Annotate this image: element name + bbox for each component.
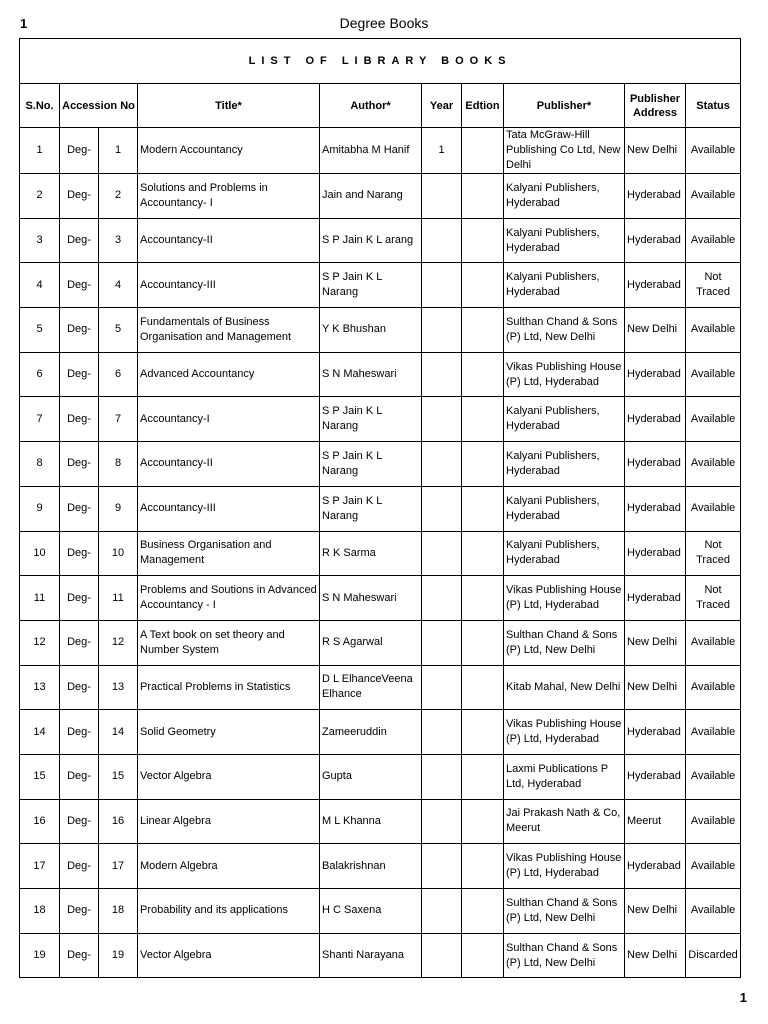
cell-publisher: Jai Prakash Nath & Co, Meerut — [504, 799, 625, 844]
cell-edition — [462, 889, 504, 934]
list-heading: LIST OF LIBRARY BOOKS — [20, 39, 741, 84]
table-row — [20, 531, 741, 576]
cell-status: Not Traced — [686, 576, 741, 621]
cell-sno: 4 — [20, 263, 60, 308]
cell-publisher-address: New Delhi — [625, 128, 686, 174]
cell-title: Problems and Soutions in Advanced Accountancy - I — [138, 576, 320, 621]
cell-edition — [462, 263, 504, 308]
cell-year — [422, 844, 462, 889]
cell-publisher: Kalyani Publishers, Hyderabad — [504, 486, 625, 531]
cell-accession-number: 13 — [99, 665, 138, 710]
cell-sno: 13 — [20, 665, 60, 710]
cell-author: H C Saxena — [320, 889, 422, 934]
cell-title: A Text book on set theory and Number System — [138, 620, 320, 665]
cell-author: M L Khanna — [320, 799, 422, 844]
cell-year — [422, 352, 462, 397]
col-header-title: Title* — [138, 84, 320, 128]
cell-year — [422, 308, 462, 353]
table-row — [20, 397, 741, 442]
cell-author: S P Jain K L Narang — [320, 397, 422, 442]
cell-publisher-address: New Delhi — [625, 665, 686, 710]
cell-accession-prefix: Deg- — [60, 531, 99, 576]
cell-accession-number: 10 — [99, 531, 138, 576]
page-number-bottom: 1 — [739, 990, 747, 1005]
cell-edition — [462, 218, 504, 263]
cell-publisher-address: Hyderabad — [625, 710, 686, 755]
cell-sno: 8 — [20, 442, 60, 487]
col-header-author: Author* — [320, 84, 422, 128]
cell-year — [422, 174, 462, 219]
cell-publisher: Kitab Mahal, New Delhi — [504, 665, 625, 710]
cell-year — [422, 263, 462, 308]
cell-accession-prefix: Deg- — [60, 620, 99, 665]
cell-publisher-address: Hyderabad — [625, 263, 686, 308]
cell-author: S N Maheswari — [320, 576, 422, 621]
cell-publisher-address: Hyderabad — [625, 352, 686, 397]
cell-status: Available — [686, 710, 741, 755]
cell-accession-prefix: Deg- — [60, 933, 99, 978]
cell-publisher: Tata McGraw-Hill Publishing Co Ltd, New Delhi — [504, 128, 625, 174]
cell-title: Modern Accountancy — [138, 128, 320, 174]
cell-publisher: Sulthan Chand & Sons (P) Ltd, New Delhi — [504, 889, 625, 934]
cell-publisher: Kalyani Publishers, Hyderabad — [504, 174, 625, 219]
cell-title: Solutions and Problems in Accountancy- I — [138, 174, 320, 219]
cell-publisher: Vikas Publishing House (P) Ltd, Hyderabad — [504, 844, 625, 889]
cell-status: Discarded — [686, 933, 741, 978]
cell-publisher: Laxmi Publications P Ltd, Hyderabad — [504, 754, 625, 799]
cell-accession-prefix: Deg- — [60, 218, 99, 263]
cell-accession-number: 9 — [99, 486, 138, 531]
cell-status: Available — [686, 754, 741, 799]
cell-accession-prefix: Deg- — [60, 754, 99, 799]
cell-accession-prefix: Deg- — [60, 576, 99, 621]
cell-publisher-address: Hyderabad — [625, 754, 686, 799]
cell-edition — [462, 352, 504, 397]
cell-edition — [462, 128, 504, 174]
cell-edition — [462, 710, 504, 755]
cell-status: Available — [686, 308, 741, 353]
table-header-row — [20, 84, 741, 128]
cell-edition — [462, 799, 504, 844]
cell-accession-prefix: Deg- — [60, 397, 99, 442]
cell-publisher: Kalyani Publishers, Hyderabad — [504, 218, 625, 263]
cell-accession-prefix: Deg- — [60, 844, 99, 889]
cell-edition — [462, 754, 504, 799]
cell-status: Available — [686, 442, 741, 487]
table-row — [20, 576, 741, 621]
cell-year — [422, 620, 462, 665]
cell-publisher: Kalyani Publishers, Hyderabad — [504, 263, 625, 308]
cell-accession-prefix: Deg- — [60, 352, 99, 397]
cell-author: S N Maheswari — [320, 352, 422, 397]
cell-publisher-address: New Delhi — [625, 933, 686, 978]
cell-year — [422, 754, 462, 799]
cell-edition — [462, 308, 504, 353]
cell-year — [422, 531, 462, 576]
table-row — [20, 128, 741, 174]
cell-author: S P Jain K L Narang — [320, 263, 422, 308]
cell-edition — [462, 933, 504, 978]
cell-accession-number: 12 — [99, 620, 138, 665]
cell-publisher-address: Meerut — [625, 799, 686, 844]
table-row — [20, 352, 741, 397]
cell-sno: 10 — [20, 531, 60, 576]
cell-title: Modern Algebra — [138, 844, 320, 889]
cell-title: Accountancy-III — [138, 486, 320, 531]
cell-year — [422, 933, 462, 978]
cell-sno: 7 — [20, 397, 60, 442]
cell-sno: 19 — [20, 933, 60, 978]
cell-publisher: Kalyani Publishers, Hyderabad — [504, 531, 625, 576]
cell-author: S P Jain K L Narang — [320, 486, 422, 531]
cell-status: Not Traced — [686, 531, 741, 576]
cell-year — [422, 486, 462, 531]
cell-publisher-address: Hyderabad — [625, 442, 686, 487]
table-row — [20, 308, 741, 353]
cell-sno: 14 — [20, 710, 60, 755]
cell-title: Vector Algebra — [138, 933, 320, 978]
cell-edition — [462, 665, 504, 710]
cell-status: Available — [686, 397, 741, 442]
cell-title: Accountancy-I — [138, 397, 320, 442]
cell-accession-prefix: Deg- — [60, 665, 99, 710]
cell-publisher: Vikas Publishing House (P) Ltd, Hyderabad — [504, 352, 625, 397]
cell-publisher: Sulthan Chand & Sons (P) Ltd, New Delhi — [504, 620, 625, 665]
cell-publisher-address: Hyderabad — [625, 576, 686, 621]
cell-title: Probability and its applications — [138, 889, 320, 934]
table-row — [20, 754, 741, 799]
cell-title: Vector Algebra — [138, 754, 320, 799]
cell-edition — [462, 397, 504, 442]
cell-sno: 17 — [20, 844, 60, 889]
cell-sno: 11 — [20, 576, 60, 621]
cell-status: Available — [686, 486, 741, 531]
col-header-edition: Edtion — [462, 84, 504, 128]
cell-accession-number: 2 — [99, 174, 138, 219]
cell-title: Accountancy-II — [138, 218, 320, 263]
cell-accession-number: 4 — [99, 263, 138, 308]
cell-year — [422, 218, 462, 263]
cell-status: Available — [686, 174, 741, 219]
cell-status: Available — [686, 128, 741, 174]
cell-edition — [462, 576, 504, 621]
cell-accession-number: 17 — [99, 844, 138, 889]
cell-sno: 18 — [20, 889, 60, 934]
cell-author: R K Sarma — [320, 531, 422, 576]
cell-author: Y K Bhushan — [320, 308, 422, 353]
table-row — [20, 486, 741, 531]
col-header-publisher-address: Publisher Address — [625, 84, 686, 128]
cell-publisher: Vikas Publishing House (P) Ltd, Hyderabad — [504, 576, 625, 621]
cell-accession-number: 7 — [99, 397, 138, 442]
cell-publisher: Sulthan Chand & Sons (P) Ltd, New Delhi — [504, 933, 625, 978]
table-row — [20, 665, 741, 710]
cell-accession-number: 3 — [99, 218, 138, 263]
cell-sno: 9 — [20, 486, 60, 531]
cell-title: Advanced Accountancy — [138, 352, 320, 397]
cell-sno: 3 — [20, 218, 60, 263]
cell-accession-number: 11 — [99, 576, 138, 621]
cell-status: Available — [686, 844, 741, 889]
table-row — [20, 889, 741, 934]
cell-accession-prefix: Deg- — [60, 486, 99, 531]
cell-accession-number: 6 — [99, 352, 138, 397]
table-row — [20, 174, 741, 219]
cell-status: Available — [686, 352, 741, 397]
cell-publisher-address: Hyderabad — [625, 218, 686, 263]
library-books-table — [19, 38, 741, 978]
cell-accession-number: 1 — [99, 128, 138, 174]
cell-accession-number: 16 — [99, 799, 138, 844]
cell-publisher-address: Hyderabad — [625, 397, 686, 442]
cell-accession-prefix: Deg- — [60, 710, 99, 755]
cell-title: Accountancy-III — [138, 263, 320, 308]
cell-edition — [462, 531, 504, 576]
cell-publisher-address: New Delhi — [625, 308, 686, 353]
cell-title: Accountancy-II — [138, 442, 320, 487]
cell-status: Available — [686, 218, 741, 263]
col-header-status: Status — [686, 84, 741, 128]
cell-edition — [462, 174, 504, 219]
cell-publisher: Vikas Publishing House (P) Ltd, Hyderabad — [504, 710, 625, 755]
cell-accession-number: 15 — [99, 754, 138, 799]
cell-author: S P Jain K L arang — [320, 218, 422, 263]
cell-accession-number: 18 — [99, 889, 138, 934]
cell-year — [422, 799, 462, 844]
table-row — [20, 218, 741, 263]
cell-publisher-address: Hyderabad — [625, 486, 686, 531]
cell-author: Jain and Narang — [320, 174, 422, 219]
cell-publisher: Sulthan Chand & Sons (P) Ltd, New Delhi — [504, 308, 625, 353]
cell-title: Business Organisation and Management — [138, 531, 320, 576]
table-body — [20, 128, 741, 978]
page-title: Degree Books — [339, 15, 429, 31]
cell-year — [422, 576, 462, 621]
cell-accession-prefix: Deg- — [60, 442, 99, 487]
cell-status: Available — [686, 799, 741, 844]
table-row — [20, 799, 741, 844]
cell-year — [422, 442, 462, 487]
cell-year — [422, 710, 462, 755]
col-header-accession: Accession No — [60, 84, 138, 128]
cell-author: Amitabha M Hanif — [320, 128, 422, 174]
cell-sno: 6 — [20, 352, 60, 397]
cell-status: Not Traced — [686, 263, 741, 308]
table-row — [20, 620, 741, 665]
cell-publisher-address: Hyderabad — [625, 531, 686, 576]
table-row — [20, 710, 741, 755]
cell-title: Linear Algebra — [138, 799, 320, 844]
col-header-year: Year — [422, 84, 462, 128]
col-header-publisher: Publisher* — [504, 84, 625, 128]
cell-edition — [462, 486, 504, 531]
cell-publisher: Kalyani Publishers, Hyderabad — [504, 397, 625, 442]
cell-edition — [462, 442, 504, 487]
cell-author: Zameeruddin — [320, 710, 422, 755]
cell-author: R S Agarwal — [320, 620, 422, 665]
cell-title: Practical Problems in Statistics — [138, 665, 320, 710]
cell-accession-number: 5 — [99, 308, 138, 353]
cell-author: S P Jain K L Narang — [320, 442, 422, 487]
table-row — [20, 844, 741, 889]
cell-status: Available — [686, 665, 741, 710]
table-row — [20, 442, 741, 487]
table-row — [20, 933, 741, 978]
cell-status: Available — [686, 889, 741, 934]
cell-author: D L ElhanceVeena Elhance — [320, 665, 422, 710]
cell-year — [422, 397, 462, 442]
col-header-sno: S.No. — [20, 84, 60, 128]
table-row — [20, 263, 741, 308]
cell-author: Shanti Narayana — [320, 933, 422, 978]
cell-accession-prefix: Deg- — [60, 128, 99, 174]
cell-author: Gupta — [320, 754, 422, 799]
cell-accession-number: 14 — [99, 710, 138, 755]
cell-accession-number: 19 — [99, 933, 138, 978]
cell-publisher: Kalyani Publishers, Hyderabad — [504, 442, 625, 487]
cell-sno: 1 — [20, 128, 60, 174]
cell-publisher-address: Hyderabad — [625, 174, 686, 219]
cell-edition — [462, 844, 504, 889]
cell-accession-prefix: Deg- — [60, 263, 99, 308]
cell-accession-prefix: Deg- — [60, 799, 99, 844]
cell-year — [422, 889, 462, 934]
cell-year: 1 — [422, 128, 462, 174]
cell-title: Solid Geometry — [138, 710, 320, 755]
cell-title: Fundamentals of Business Organisation and Management — [138, 308, 320, 353]
cell-status: Available — [686, 620, 741, 665]
cell-publisher-address: Hyderabad — [625, 844, 686, 889]
cell-sno: 5 — [20, 308, 60, 353]
cell-accession-prefix: Deg- — [60, 889, 99, 934]
cell-author: Balakrishnan — [320, 844, 422, 889]
cell-sno: 15 — [20, 754, 60, 799]
cell-accession-prefix: Deg- — [60, 174, 99, 219]
cell-accession-prefix: Deg- — [60, 308, 99, 353]
cell-sno: 12 — [20, 620, 60, 665]
cell-accession-number: 8 — [99, 442, 138, 487]
cell-sno: 2 — [20, 174, 60, 219]
cell-year — [422, 665, 462, 710]
cell-publisher-address: New Delhi — [625, 620, 686, 665]
cell-edition — [462, 620, 504, 665]
page-number-top: 1 — [20, 16, 28, 31]
cell-sno: 16 — [20, 799, 60, 844]
cell-publisher-address: New Delhi — [625, 889, 686, 934]
